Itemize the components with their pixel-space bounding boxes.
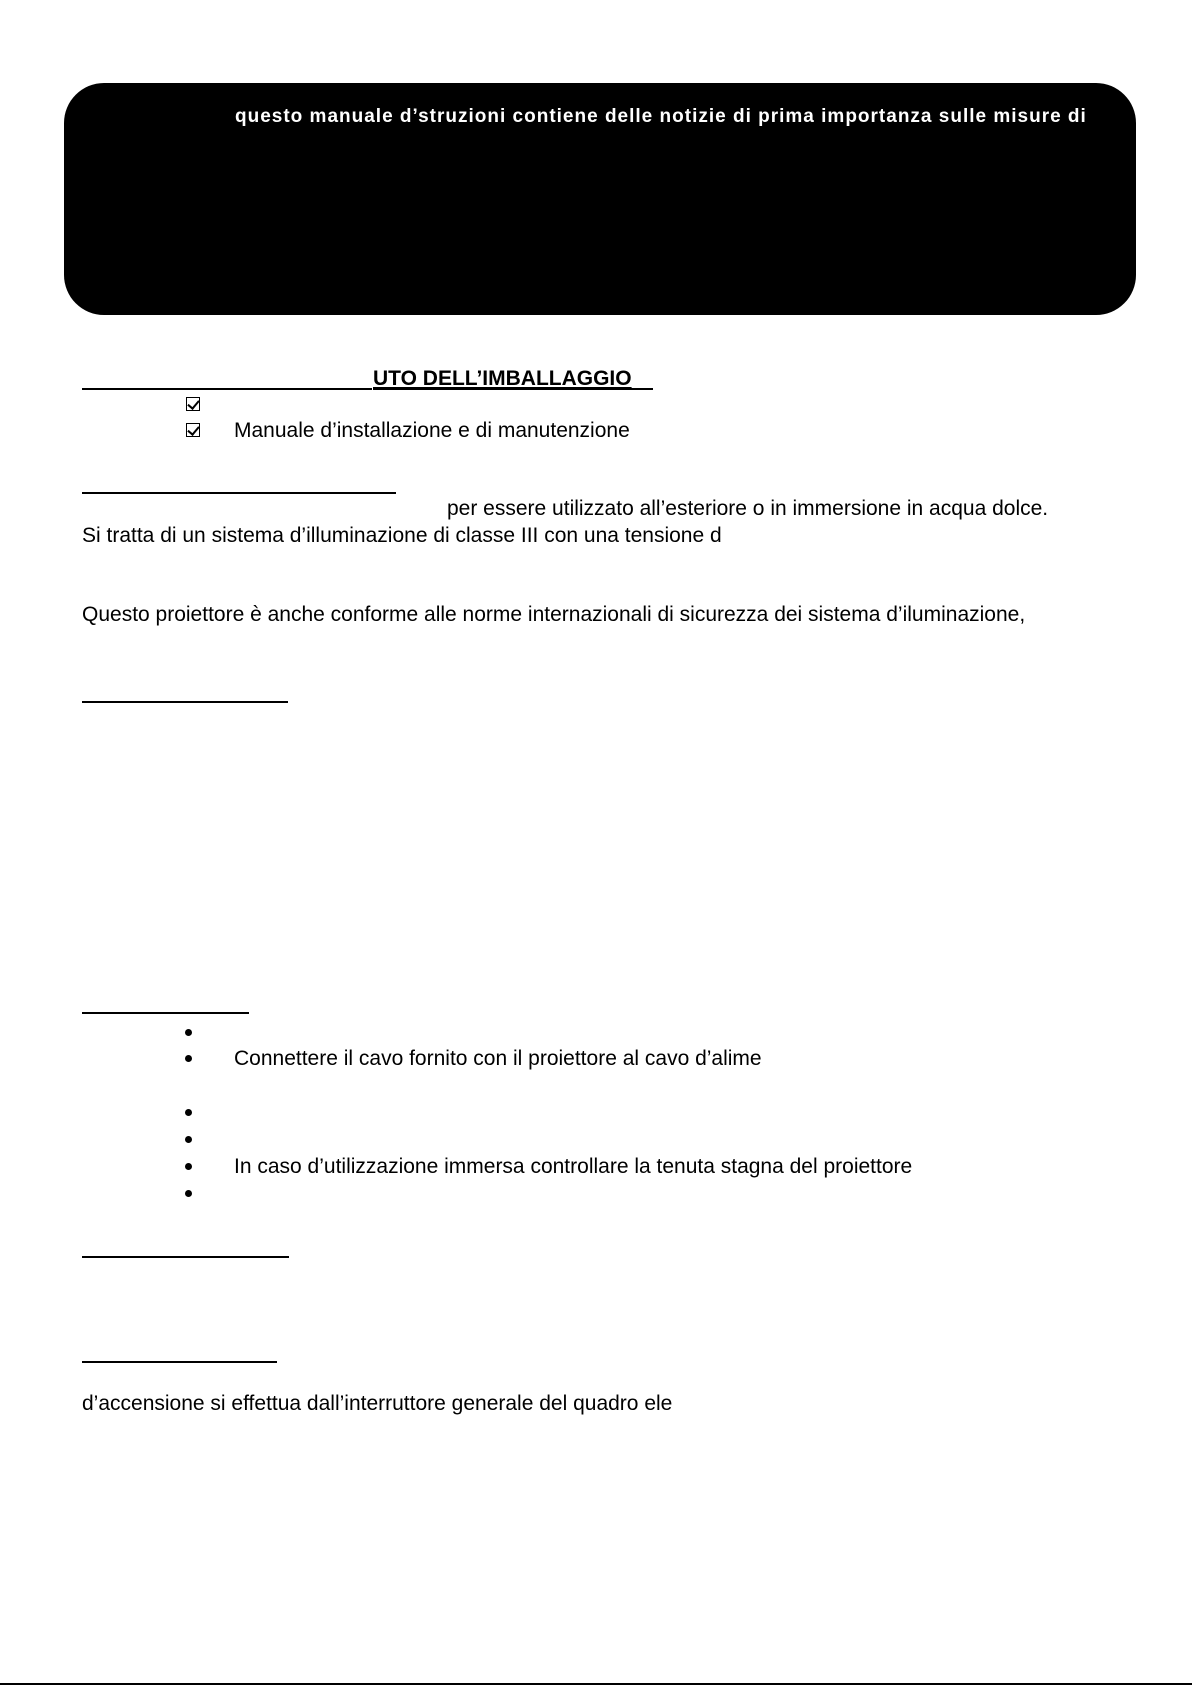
checkbox-checked-icon <box>186 397 200 411</box>
heading-underline <box>373 388 653 390</box>
section-rule-operation <box>82 1361 277 1363</box>
bullet-icon <box>185 1109 192 1116</box>
installation-bullet: Connettere il cavo fornito con il proiettore al cavo d’alime <box>234 1047 762 1070</box>
packaging-item: Manuale d’installazione e di manutenzione <box>234 419 630 442</box>
operation-text: d’accensione si effettua dall’interruttore generale del quadro ele <box>82 1392 673 1415</box>
section-rule-5 <box>82 1256 289 1258</box>
description-line-3: Questo proiettore è anche conforme alle norme internazionali di sicurezza dei sistema d’iluminazione, <box>82 603 1026 626</box>
bullet-icon <box>185 1190 192 1197</box>
section-rule-packaging <box>82 388 372 390</box>
bullet-icon <box>185 1055 192 1062</box>
description-line-2: Si tratta di un sistema d’illuminazione di classe III con una tensione d <box>82 524 722 547</box>
banner-text: questo manuale d’struzioni contiene delle notizie di prima importanza sulle misure di <box>235 106 1087 127</box>
bullet-icon <box>185 1136 192 1143</box>
checkbox-checked-icon <box>186 423 200 437</box>
section-rule-description <box>82 492 396 494</box>
bullet-icon <box>185 1029 192 1036</box>
packaging-heading: UTO DELL’IMBALLAGGIO <box>373 367 632 390</box>
section-rule-installation <box>82 1012 249 1014</box>
description-line-1: per essere utilizzato all’esteriore o in immersione in acqua dolce. <box>447 497 1049 520</box>
section-rule-3 <box>82 701 288 703</box>
installation-bullet: In caso d’utilizzazione immersa controllare la tenuta stagna del proiettore <box>234 1155 913 1178</box>
bullet-icon <box>185 1163 192 1170</box>
